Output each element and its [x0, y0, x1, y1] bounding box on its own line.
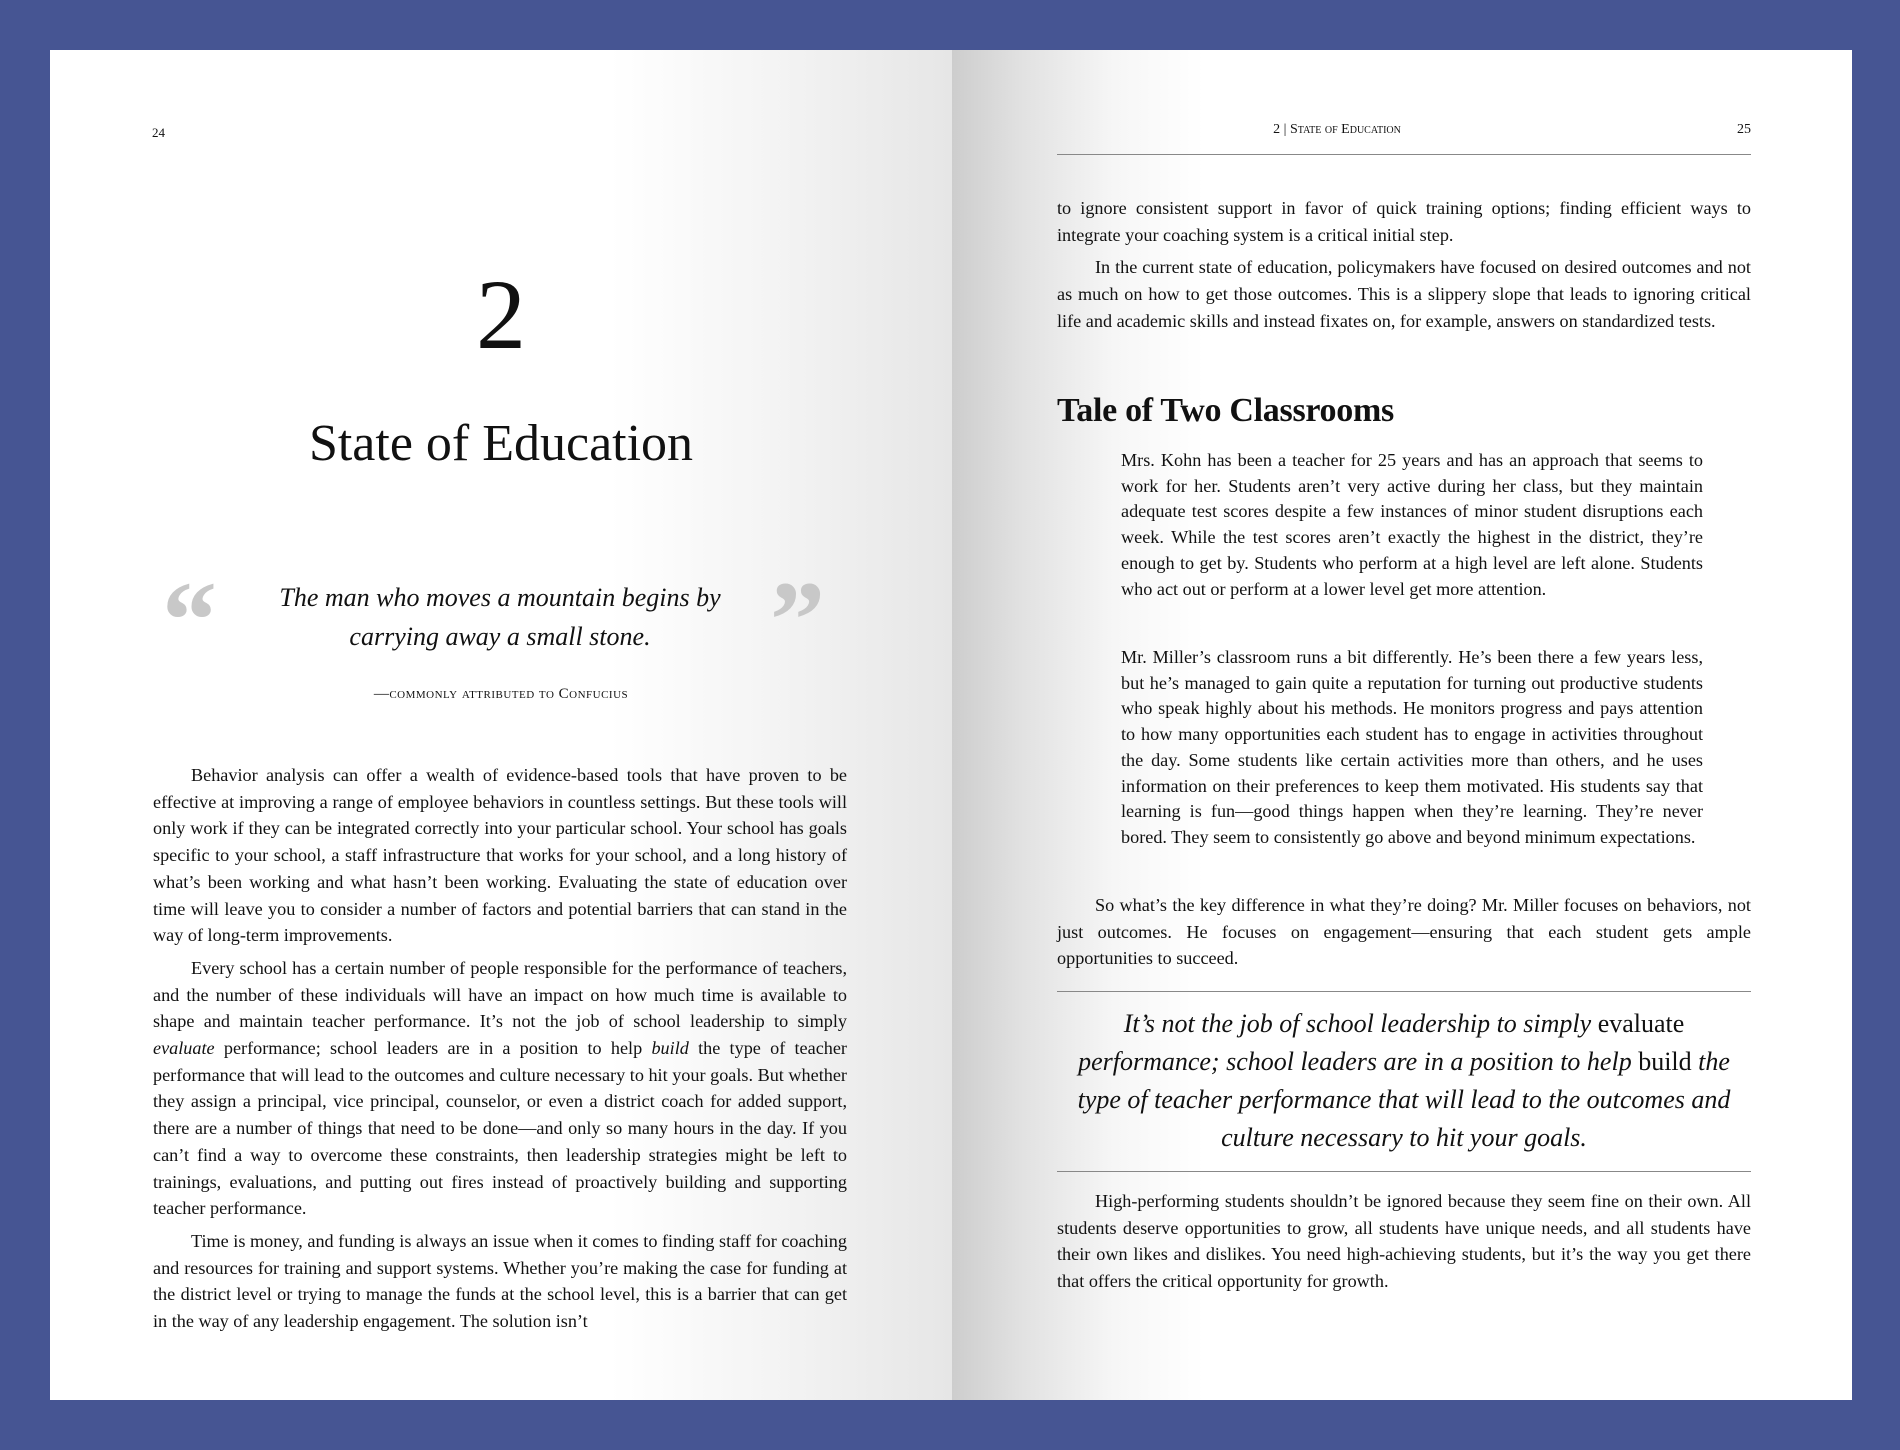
epigraph-line-2: carrying away a small stone. [349, 622, 651, 651]
emphasis: evaluate [153, 1038, 215, 1059]
paragraph: Time is money, and funding is always an issue when it comes to finding staff for coaching and resources for training and support systems. Whether you’re making the case for funding at the district level or trying to manage the funds at the school level, this is a barrier that can get in the way of any leadership engagement. The solution isn’t [153, 1230, 847, 1332]
text-run: evaluate [1597, 1009, 1685, 1038]
pullquote-rule-bottom [1057, 1171, 1751, 1172]
block-kohn: Mrs. Kohn has been a teacher for 25 years and has an approach that seems to work for her. Students aren’t very active during her class, but they maintain adequate test scores despite a few instances of minor student disruptions each week. While the test scores aren’t exactly the highest in the district, they’re enough to get by. Students who perform at a high level are left alone. Students who act out or perform at a lower level get more attention. [1121, 450, 1703, 599]
epigraph-attribution: —commonly attributed to Confucius [373, 686, 629, 702]
running-head-title [1057, 122, 1617, 138]
pullquote-rule-top [1057, 991, 1751, 992]
text-run: the type of teacher performance that will lead to the outcomes and culture necessary to hit your goals. But whether they assign a principal, vice principal, counselor, or even a district coach for added support, there are a number of things that need to be done—and only so many hours in the day. If you can’t find a way to overcome these constraints, then leadership strategies might be left to trainings, evaluations, and putting out fires instead of proactively building and supporting teacher performance. [153, 1038, 847, 1219]
block-miller: Mr. Miller’s classroom runs a bit differently. He’s been there a few years less, but he’s managed to gain quite a reputation for turning out productive students who speak highly about his methods. He monitors progress and pays attention to how many opportunities each student has to engage in activities throughout the day. Some students like certain activities more than others, and he uses information on their preferences to keep them motivated. His students say that learning is fun—good things happen when they’re learning. They’re never bored. They seem to consistently go above and beyond minimum expectations. [1121, 647, 1703, 847]
right-body-mid [1057, 892, 1751, 978]
text-run: Every school has a certain number of people responsible for the performance of teachers, and the number of these individuals will have an impact on how much time is available to shape and maintain teacher performance. It’s not the job of school leadership to simply [153, 957, 847, 1032]
right-body-top [1057, 195, 1751, 341]
text-run: performance; school leaders are in a position to help [1078, 1047, 1639, 1076]
right-page [952, 50, 1852, 1400]
paragraph: In the current state of education, policymakers have focused on desired outcomes and not as much on how to get those outcomes. This is a slippery slope that leads to ignoring critical life and academic skills and instead fixates on, for example, answers on standardized tests. [1057, 257, 1751, 331]
left-body-text [153, 762, 847, 1341]
epigraph [250, 578, 750, 656]
paragraph: So what’s the key difference in what they’re doing? Mr. Miller focuses on behaviors, not just outcomes. He focuses on engagement—ensuring that each student gets ample opportunities to succeed. [1057, 895, 1751, 969]
text-run: It’s not the job of school leadership to simply [1123, 1009, 1598, 1038]
close-quote-icon: ” [770, 559, 825, 681]
chapter-number: 2 [476, 259, 526, 370]
paragraph [153, 955, 847, 1222]
right-body-bottom [1057, 1188, 1751, 1301]
paragraph: High-performing students shouldn’t be ignored because they seem fine on their own. All students deserve opportunities to grow, all students have unique needs, and all students have their own likes and dislikes. You need high-achieving students, but it’s the way you get there that offers the critical opportunity for growth. [1057, 1191, 1751, 1292]
emphasis: build [651, 1038, 689, 1059]
chapter-title: State of Education [308, 415, 694, 472]
paragraph: to ignore consistent support in favor of quick training options; finding efficient ways to integrate your coaching system is a critical initial step. [1057, 198, 1751, 245]
epigraph-line-1: The man who moves a mountain begins by [279, 583, 721, 612]
section-heading: Tale of Two Classrooms [1057, 392, 1394, 429]
pull-quote [1057, 1005, 1751, 1157]
running-head-text: State of Education [1289, 122, 1401, 137]
page-number-right: 25 [1737, 122, 1751, 137]
running-head-chapter: 2 | [1273, 122, 1290, 137]
open-quote-icon: “ [162, 559, 217, 681]
text-run: the type of teacher performance that will lead to the outcomes and culture necessary to hit your goals. [1077, 1047, 1731, 1152]
left-page [50, 50, 952, 1400]
paragraph: Behavior analysis can offer a wealth of evidence-based tools that have proven to be effective at improving a range of employee behaviors in countless settings. But these tools will only work if they can be integrated correctly into your particular school. Your school has goals specific to your school, a staff infrastructure that works for your school, and a long history of what’s been working and what hasn’t been working. Evaluating the state of education over time will leave you to consider a number of factors and potential barriers that can stand in the way of long-term improvements. [153, 765, 847, 946]
text-run: build [1638, 1047, 1692, 1076]
page-number-left: 24 [152, 125, 165, 140]
text-run: performance; school leaders are in a position to help [214, 1038, 652, 1059]
header-rule [1057, 154, 1751, 155]
